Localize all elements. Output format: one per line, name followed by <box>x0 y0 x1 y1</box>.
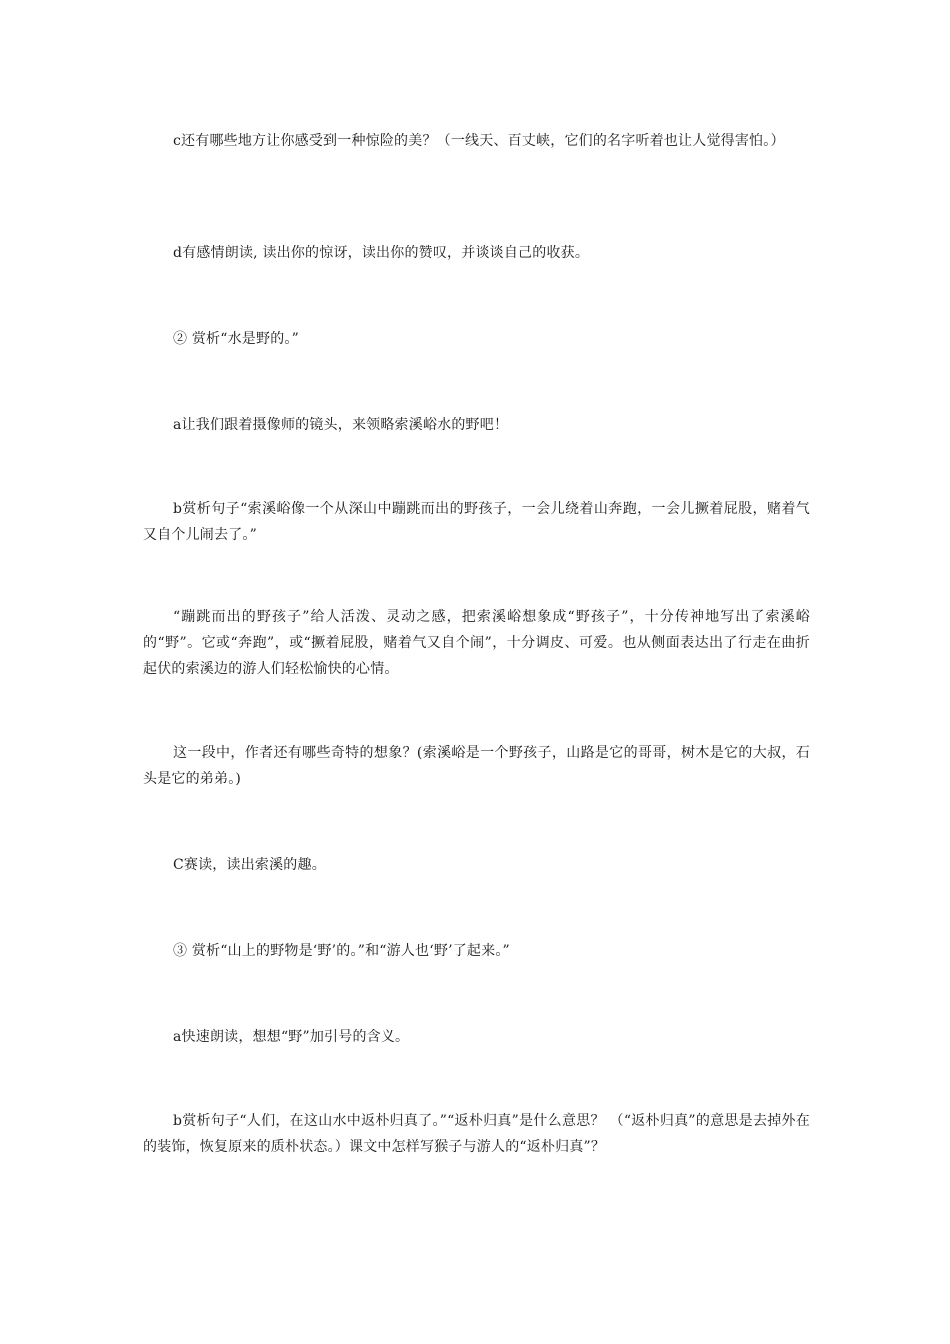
section-heading-wild-animals: ③ 赏析“山上的野物是‘野’的。”和“游人也‘野’了起来。” <box>173 943 510 959</box>
paragraph-c-thrilling-places: c还有哪些地方让你感受到一种惊险的美？（一线天、百丈峡，它们的名字听着也让人觉得害怕。） <box>173 133 785 149</box>
paragraph-b-return-to-nature: b赏析句子“人们，在这山水中返朴归真了。”“返朴归真”是什么意思？ （“返朴归真”的意思是去掉外在的装饰，恢复原来的质朴状态。）课文中怎样写猴子与游人的“返朴归真”？ <box>143 1113 810 1155</box>
paragraph-c-contest-reading: C赛读，读出索溪的趣。 <box>173 857 326 873</box>
paragraph-imagination-question: 这一段中，作者还有哪些奇特的想象？(索溪峪是一个野孩子，山路是它的哥哥，树木是它的大叔，石头是它的弟弟。) <box>143 745 810 787</box>
paragraph-a-quick-reading: a快速朗读，想想“野”加引号的含义。 <box>173 1029 410 1045</box>
paragraph-a-camera: a让我们跟着摄像师的镜头，来领略索溪峪水的野吧！ <box>173 417 509 433</box>
paragraph-b-sentence-analysis: b赏析句子“索溪峪像一个从深山中蹦跳而出的野孩子，一会儿绕着山奔跑，一会儿撅着屁股，赌着气又自个儿闹去了。” <box>143 501 810 543</box>
paragraph-wild-child-analysis: “蹦跳而出的野孩子”给人活泼、灵动之感，把索溪峪想象成“野孩子”，十分传神地写出了索溪峪的“野”。它或“奔跑”，或“撅着屁股，赌着气又自个闹”，十分调皮、可爱。也从侧面表达出了行走在曲折起伏的索溪边的游人们轻松愉快的心情。 <box>143 609 810 677</box>
section-heading-water-wild: ② 赏析“水是野的。” <box>173 331 299 347</box>
paragraph-d-reading-aloud: d有感情朗读, 读出你的惊讶，读出你的赞叹，并谈谈自己的收获。 <box>173 245 590 261</box>
